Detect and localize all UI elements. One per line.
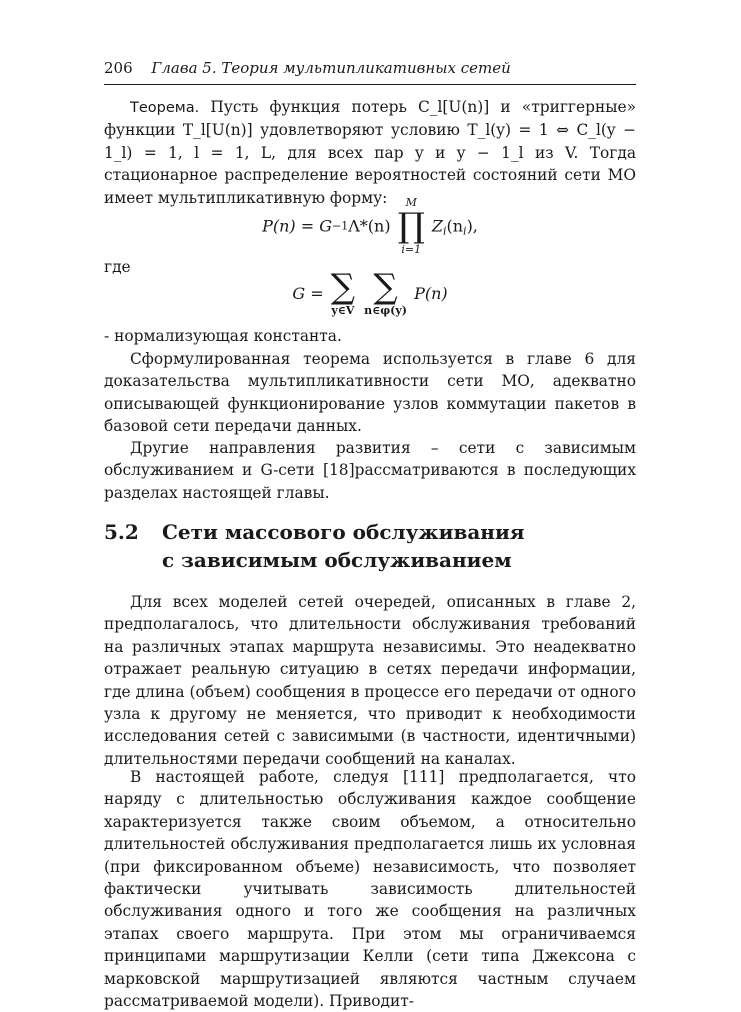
theorem-label: Теорема. — [130, 100, 200, 116]
formula1-lambda: Λ*(n) — [348, 216, 391, 236]
sum-operator-1 — [330, 267, 355, 317]
where-label: где — [104, 258, 131, 276]
theorem-paragraph — [104, 96, 636, 209]
sum2-lower-limit: n∈φ(y) — [364, 304, 407, 317]
product-operator — [398, 196, 425, 256]
paragraph-present-work: В настоящей работе, следуя [111] предполагается, что наряду с длительностью обслуживания каждое сообщение характеризуется также своим объемом, а относительно длительностей обслуживания предполагается лишь их условная (при фиксированном объеме) независимость, что позволяет фактически учитывать зависимость длительностей обслуживания одного и того же сообщения на различных этапах своего маршрута. При этом мы ограничиваемся принципами маршрутизации Келли (сети типа Джексона с марковской маршрутизацией являются частным случаем рассматриваемой модели). Приводит- — [104, 768, 636, 1011]
product-symbol: ∏ — [397, 206, 425, 246]
formula1-arg: (n — [446, 216, 464, 236]
sum-symbol-2: ∑ — [373, 267, 398, 307]
sum-operator-2 — [364, 267, 407, 317]
section-title-line2: с зависимым обслуживанием — [162, 548, 512, 572]
formula2-lhs: G = — [292, 284, 324, 303]
paragraph-theorem-usage: Сформулированная теорема используется в главе 6 для доказательства мультипликативности сети МО, адекватно описывающей функционирование узлов коммутации пакетов в базовой сети передачи данных. — [104, 350, 636, 436]
product-lower-limit: i=1 — [401, 243, 422, 256]
formula1-z: Z — [431, 216, 443, 236]
formula1-lhs: P(n) = G — [262, 216, 333, 236]
formula2-rhs: P(n) — [414, 284, 448, 303]
formula1-exponent: −1 — [332, 219, 349, 233]
paragraph-other-directions: Другие направления развития – сети с зависимым обслуживанием и G-сети [18]рассматриваются в последующих разделах настоящей главы. — [104, 439, 636, 502]
product-upper-limit: M — [405, 196, 417, 209]
page-number: 206 — [104, 59, 133, 77]
section-title — [162, 518, 636, 574]
sum-symbol-1: ∑ — [330, 267, 355, 307]
paragraph-section-intro: Для всех моделей сетей очередей, описанных в главе 2, предполагалось, что длительности обслуживания требований на различных этапах маршрута независимы. Это неадекватно отражает реальную ситуацию в сетях передачи информации, где длина (объем) сообщения в процессе его передачи от одного узла к другому не меняется, что приводит к необходимости исследования сетей с зависимыми (в частности, идентичными) длительностями передачи сообщений на каналах. — [104, 593, 636, 768]
section-title-line1: Сети массового обслуживания — [162, 520, 525, 544]
running-head — [104, 58, 636, 85]
normalization-note: - нормализующая константа. — [104, 327, 342, 345]
formula1-z-sub: i — [442, 224, 447, 238]
chapter-title: Глава 5. Теория мультипликативных сетей — [151, 59, 511, 77]
formula-stationary-distribution — [104, 196, 636, 256]
sum1-lower-limit: y∈V — [331, 304, 355, 317]
section-number: 5.2 — [104, 520, 139, 544]
theorem-text: Пусть функция потерь C_l[U(n)] и «триггерные» функции T_l[U(n)] удовлетворяют условию T_l(y) = 1 ⇔ C_l(y − 1_l) = 1, l = 1, L, для всех пар y и y − 1_l из V. Тогда стационарное распределение вероятностей состояний сети МО имеет мультипликативную форму: — [104, 98, 636, 207]
formula1-arg-sub: i — [463, 224, 467, 238]
formula1-tail: ), — [466, 216, 478, 236]
